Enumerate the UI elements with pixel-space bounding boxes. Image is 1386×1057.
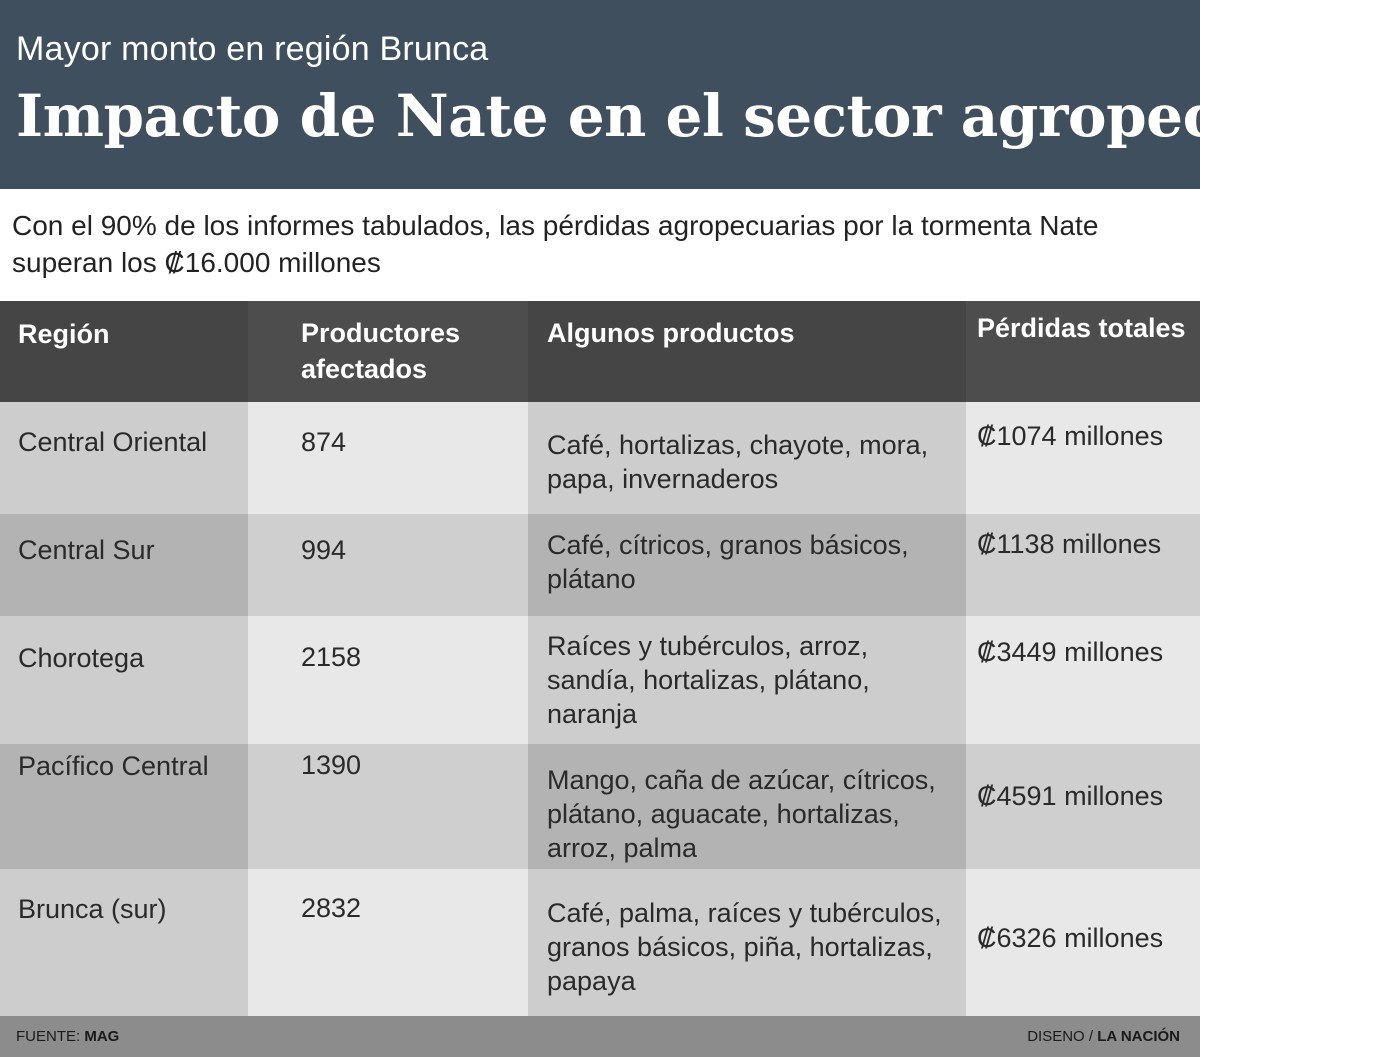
- region-cell: Pacífico Central: [0, 744, 248, 869]
- design-value: LA NACIÓN: [1097, 1028, 1180, 1045]
- design-label: DISENO /: [1027, 1028, 1094, 1045]
- source-value: MAG: [84, 1028, 120, 1045]
- region-cell: Brunca (sur): [0, 869, 248, 1016]
- design-credit: [1027, 1016, 1180, 1057]
- table-row: [0, 744, 1200, 869]
- losses-cell: ₡6326 millones: [966, 869, 1200, 1016]
- losses-cell: ₡3449 millones: [966, 616, 1200, 744]
- table-row: [0, 616, 1200, 744]
- region-cell: Central Oriental: [0, 402, 248, 514]
- products-cell: Café, cítricos, granos básicos, plátano: [528, 514, 966, 616]
- region-cell: Central Sur: [0, 514, 248, 616]
- table-header-row: [0, 301, 1200, 402]
- products-cell: Café, hortalizas, chayote, mora, papa, invernaderos: [528, 402, 966, 514]
- intro-text: Con el 90% de los informes tabulados, las pérdidas agropecuarias por la tormenta Nate superan los ₡16.000 millones: [12, 210, 1099, 278]
- footer: [0, 1016, 1200, 1057]
- header-products: Algunos productos: [528, 301, 966, 402]
- table-row: [0, 514, 1200, 616]
- table-row: [0, 869, 1200, 1016]
- header-region: Región: [0, 301, 248, 402]
- losses-cell: ₡1138 millones: [966, 514, 1200, 616]
- producers-cell: 874: [248, 402, 528, 514]
- header-producers: Productores afectados: [248, 301, 528, 402]
- losses-cell: ₡1074 millones: [966, 402, 1200, 514]
- producers-cell: 2158: [248, 616, 528, 744]
- products-cell: Café, palma, raíces y tubérculos, granos básicos, piña, hortalizas, papaya: [528, 869, 966, 1016]
- page-title: Impacto de Nate en el sector agropecuario: [16, 82, 1386, 150]
- losses-table: [0, 301, 1200, 1016]
- table-row: [0, 402, 1200, 514]
- producers-cell: 2832: [248, 869, 528, 1016]
- region-cell: Chorotega: [0, 616, 248, 744]
- products-cell: Raíces y tubérculos, arroz, sandía, hortalizas, plátano, naranja: [528, 616, 966, 744]
- losses-cell: ₡4591 millones: [966, 744, 1200, 869]
- header: [0, 0, 1386, 189]
- header-losses: Pérdidas totales: [966, 301, 1200, 402]
- producers-cell: 994: [248, 514, 528, 616]
- source-credit: [16, 1016, 119, 1057]
- products-cell: Mango, caña de azúcar, cítricos, plátano, aguacate, hortalizas, arroz, palma: [528, 744, 966, 869]
- producers-cell: 1390: [248, 744, 528, 869]
- source-label: FUENTE:: [16, 1028, 81, 1045]
- kicker: Mayor monto en región Brunca: [16, 30, 489, 68]
